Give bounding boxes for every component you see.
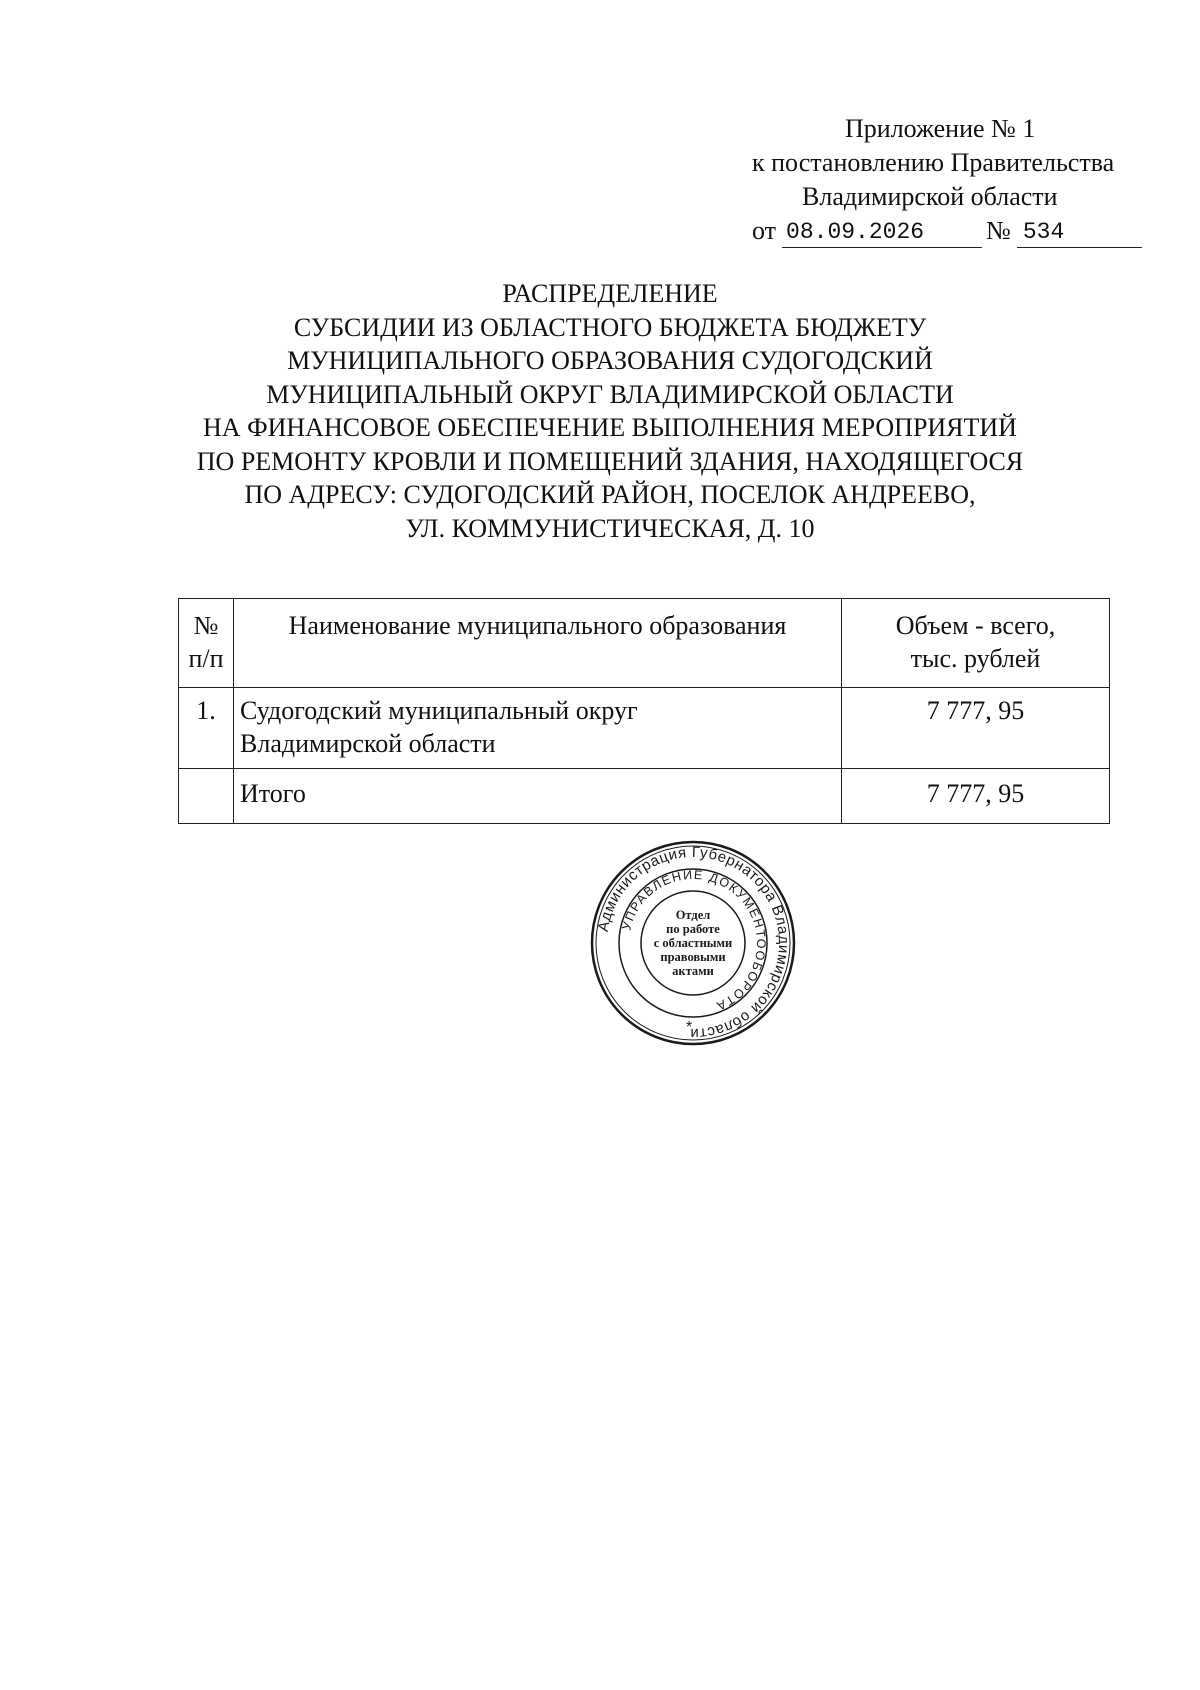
title-line: ПО АДРЕСУ: СУДОГОДСКИЙ РАЙОН, ПОСЕЛОК АНДРЕЕВО, [244, 480, 976, 509]
stamp-star: * [686, 1019, 693, 1036]
title-line: РАСПРЕДЕЛЕНИЕ [502, 279, 718, 308]
distribution-table [178, 598, 1110, 824]
row-name-line2: Владимирской области [240, 729, 496, 758]
stamp-center-line: актами [672, 964, 714, 978]
title-line: МУНИЦИПАЛЬНЫЙ ОКРУГ ВЛАДИМИРСКОЙ ОБЛАСТИ [266, 379, 954, 409]
row-num: 1. [179, 688, 234, 769]
title-line: МУНИЦИПАЛЬНОГО ОБРАЗОВАНИЯ СУДОГОДСКИЙ [287, 346, 933, 375]
appendix-title: Приложение № 1 [845, 114, 1036, 143]
stamp-center-line: по работе [666, 922, 720, 936]
title-line: НА ФИНАНСОВОЕ ОБЕСПЕЧЕНИЕ ВЫПОЛНЕНИЯ МЕРОПРИЯТИЙ [203, 413, 1017, 442]
stamp-seal-icon [588, 838, 798, 1048]
stamp-center-line: правовыми [660, 950, 726, 964]
appendix-date-number [740, 214, 1160, 248]
header-name: Наименование муниципального образования [234, 599, 842, 688]
appendix-header [740, 112, 1160, 248]
row-name [234, 688, 842, 769]
decree-number: 534 [1017, 218, 1142, 248]
title-line: УЛ. КОММУНИСТИЧЕСКАЯ, Д. 10 [405, 513, 815, 543]
decree-date: 08.09.2026 [782, 218, 982, 248]
stamp-center-line: с областными [653, 936, 733, 950]
table-header-row [179, 599, 1110, 688]
appendix-decree-ref: к постановлению Правительства [752, 148, 1115, 177]
stamp-outer-ring-text: Администрация Губернатора Владимирской области [594, 843, 793, 1043]
row-volume: 7 777, 95 [842, 688, 1110, 769]
header-volume-line2: тыс. рублей [910, 644, 1041, 673]
header-num [179, 599, 234, 688]
stamp-center-line: Отдел [675, 908, 711, 922]
total-label: Итого [234, 769, 842, 824]
title-line: ПО РЕМОНТУ КРОВЛИ И ПОМЕЩЕНИЙ ЗДАНИЯ, НАХОДЯЩЕГОСЯ [196, 446, 1024, 476]
header-volume [842, 599, 1110, 688]
table-row [179, 688, 1110, 769]
header-num-line1: № [193, 611, 219, 640]
total-volume: 7 777, 95 [842, 769, 1110, 824]
stamp-inner-ring-text: УПРАВЛЕНИЕ ДОКУМЕНТООБОРОТА [619, 867, 769, 1014]
header-num-line2: п/п [188, 644, 224, 673]
date-prefix: от [752, 216, 777, 245]
title-line: СУБСИДИИ ИЗ ОБЛАСТНОГО БЮДЖЕТА БЮДЖЕТУ [293, 312, 927, 342]
document-title [150, 277, 1070, 545]
appendix-region: Владимирской области [802, 182, 1058, 211]
table-total-row [179, 769, 1110, 824]
total-num [179, 769, 234, 824]
row-name-line1: Судогодский муниципальный округ [240, 696, 638, 725]
header-volume-line1: Объем - всего, [895, 611, 1056, 640]
number-sign: № [986, 216, 1011, 245]
official-stamp [588, 838, 798, 1048]
